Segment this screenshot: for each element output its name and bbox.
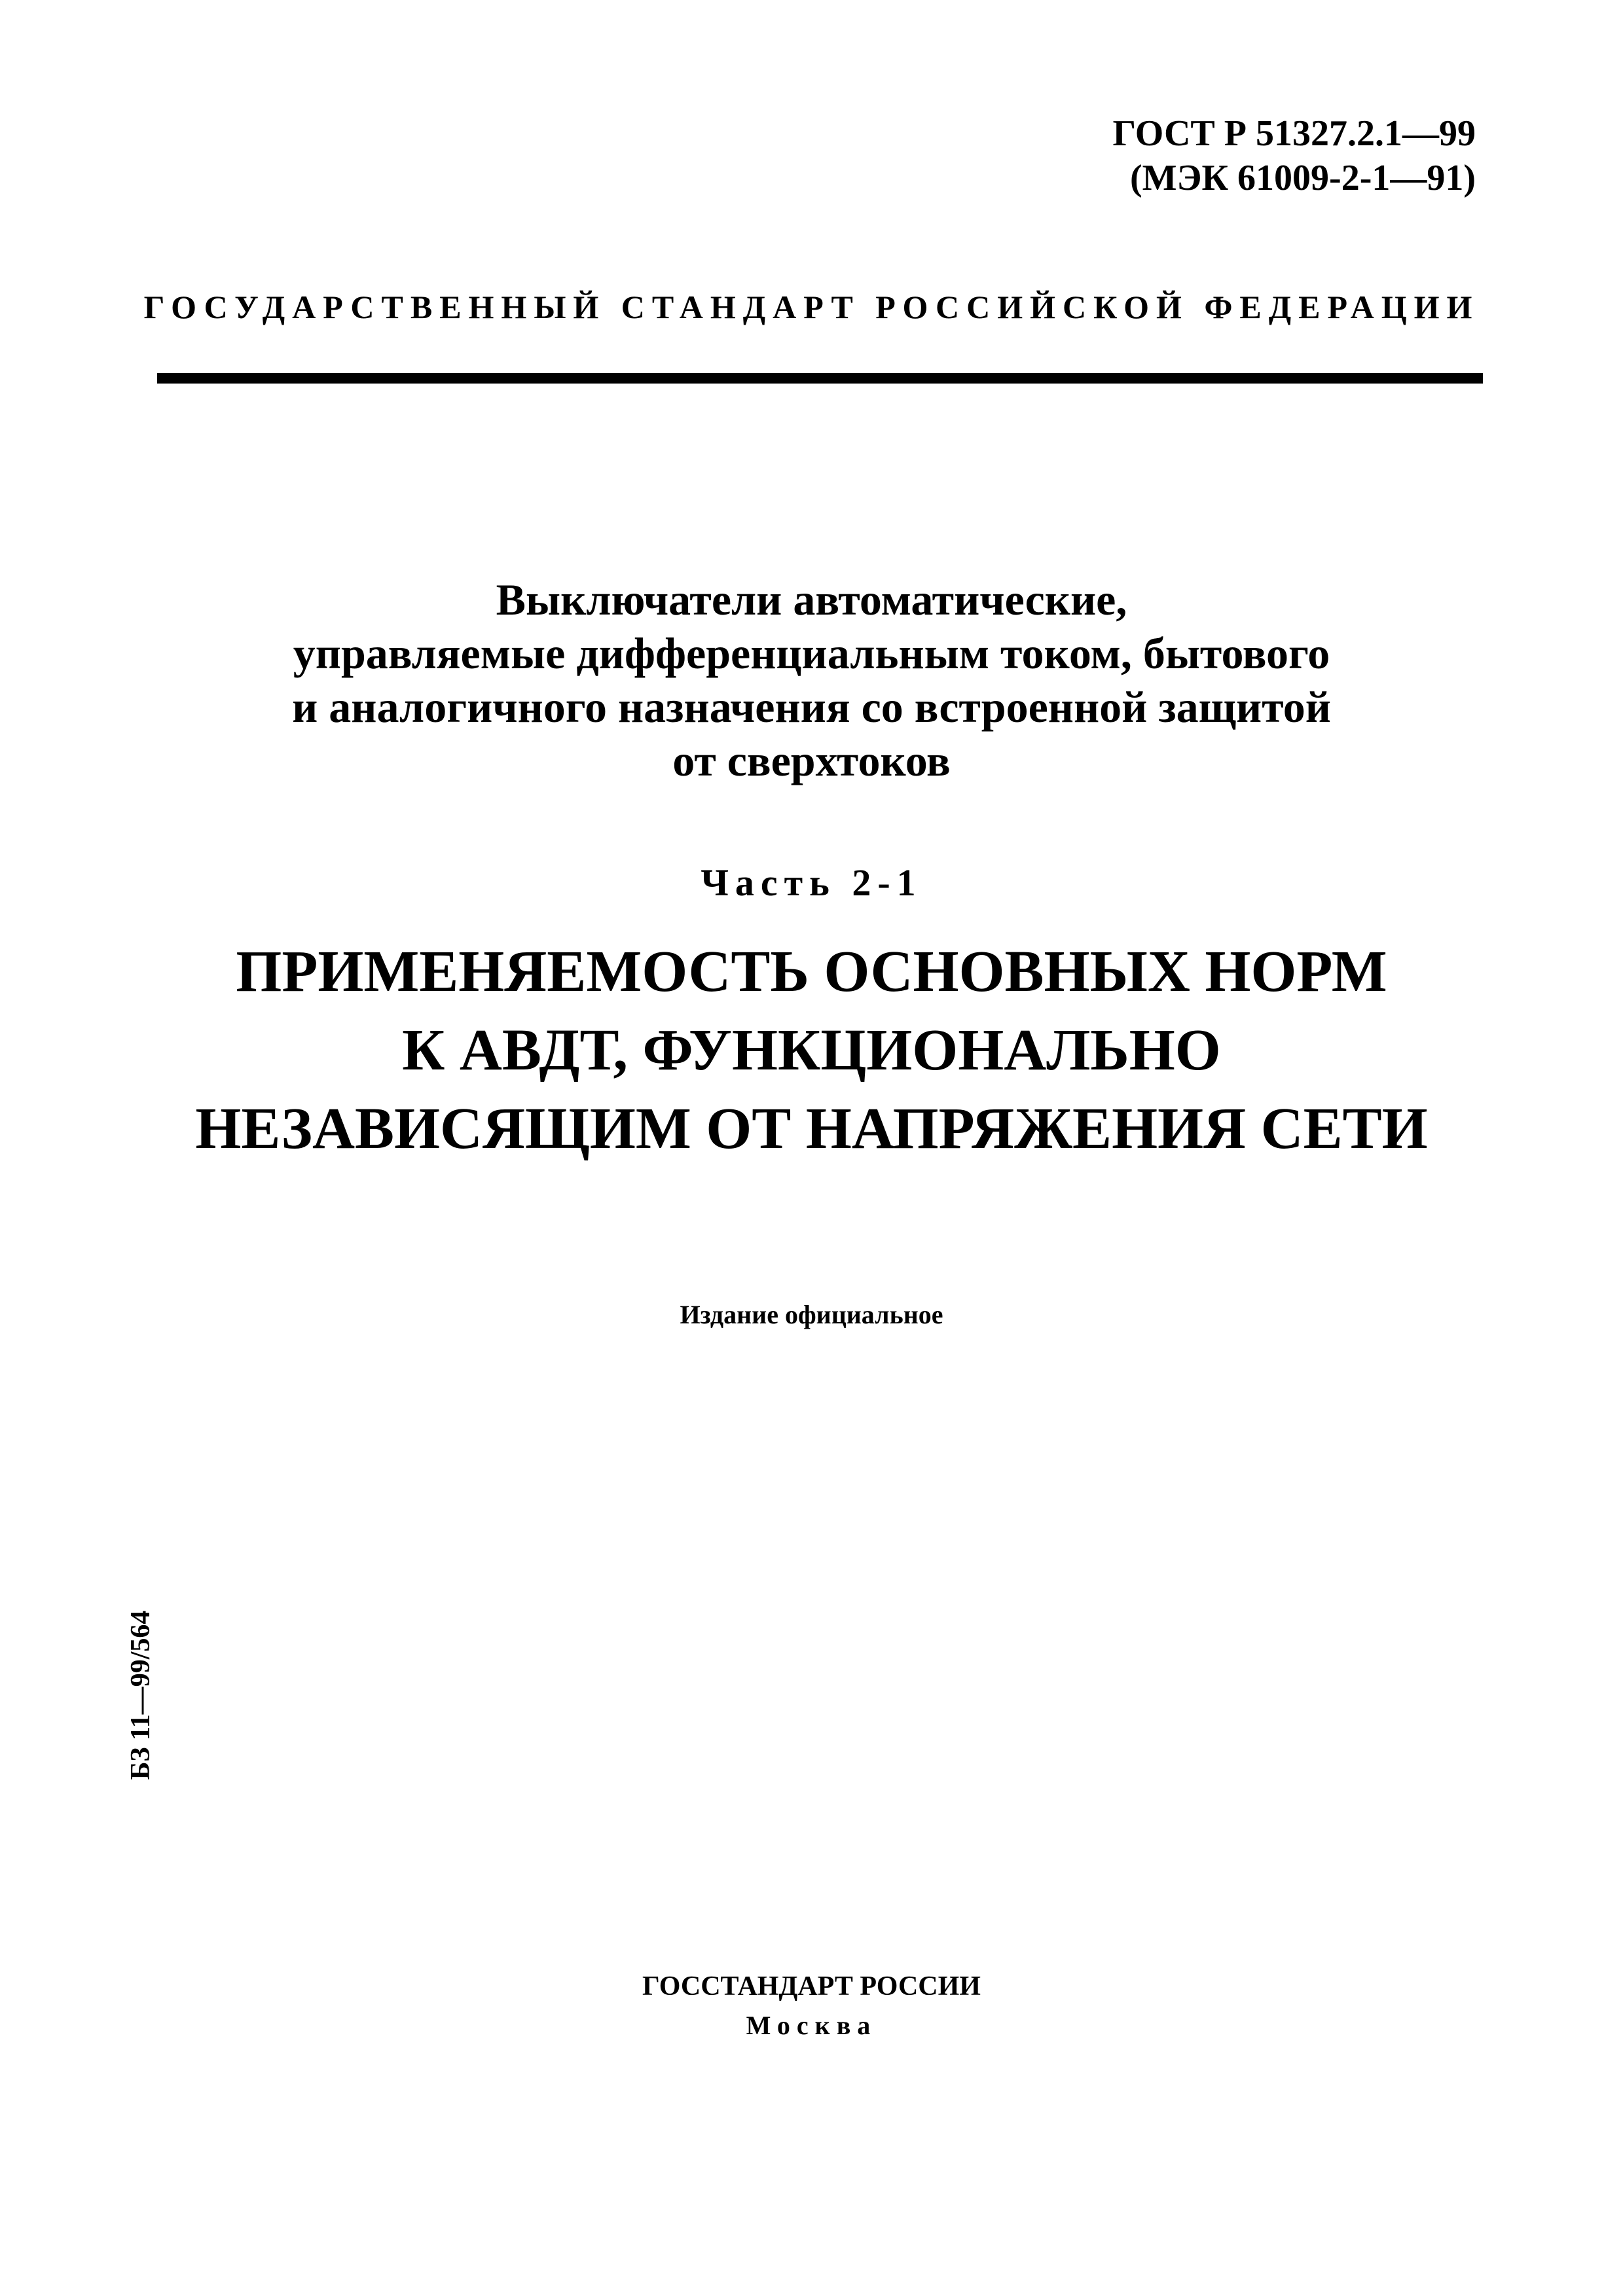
title-line: от сверхтоков	[672, 736, 951, 785]
title-line: Выключатели автоматические,	[496, 575, 1127, 624]
subtitle-line: ПРИМЕНЯЕМОСТЬ ОСНОВНЫХ НОРМ	[236, 939, 1387, 1004]
subtitle-line: К АВДТ, ФУНКЦИОНАЛЬНО	[402, 1018, 1221, 1083]
side-code: БЗ 11—99/564	[126, 1610, 156, 1780]
publisher-block	[0, 1967, 1623, 2045]
document-number-block	[1113, 111, 1476, 200]
edition-label: Издание официальное	[680, 1300, 943, 1329]
publisher-city: Москва	[746, 2011, 877, 2040]
iec-number: (МЭК 61009-2-1—91)	[1129, 158, 1476, 198]
gost-number: ГОСТ Р 51327.2.1—99	[1112, 113, 1476, 154]
document-title	[0, 573, 1623, 787]
publisher-name: ГОССТАНДАРТ РОССИИ	[642, 1971, 981, 2001]
document-subtitle	[0, 933, 1623, 1168]
title-line: и аналогичного назначения со встроенной защитой	[292, 682, 1331, 732]
subtitle-line: НЕЗАВИСЯЩИМ ОТ НАПРЯЖЕНИЯ СЕТИ	[195, 1096, 1428, 1161]
title-line: управляемые дифференциальным током, бытового	[293, 628, 1330, 678]
header-divider	[157, 373, 1483, 384]
part-label: Часть 2-1	[701, 861, 922, 904]
agency-heading: ГОСУДАРСТВЕННЫЙ СТАНДАРТ РОССИЙСКОЙ ФЕДЕРАЦИИ	[143, 289, 1480, 325]
side-code-block	[115, 1499, 167, 1892]
